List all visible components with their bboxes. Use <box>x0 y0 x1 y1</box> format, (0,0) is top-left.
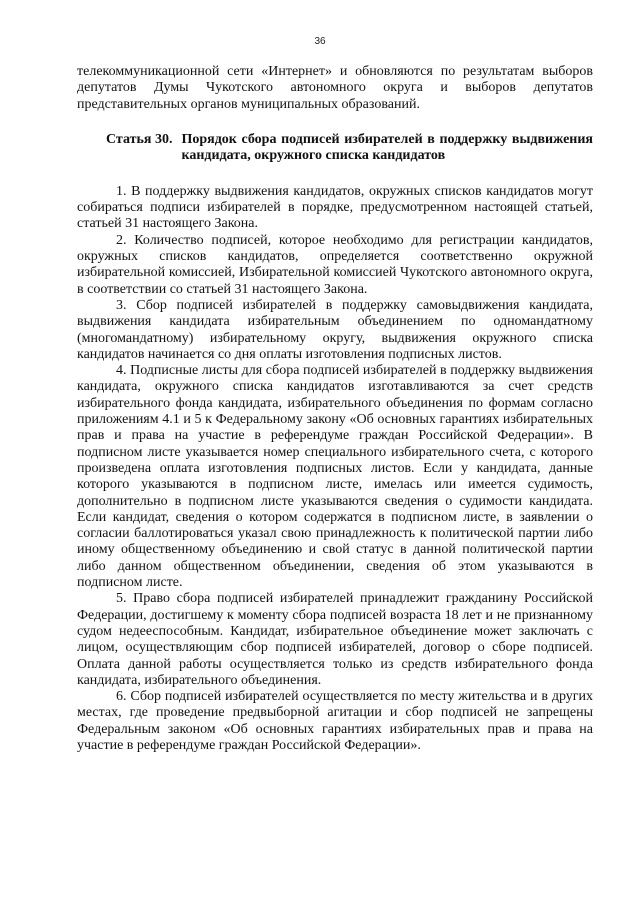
page-number: 36 <box>314 36 326 47</box>
article-title: Порядок сбора подписей избирателей в поддержку выдвижения кандидата, окружного списка кандидатов <box>181 131 593 164</box>
intro-paragraph: телекоммуникационной сети «Интернет» и обновляются по результатам выборов депутатов Думы Чукотского автономного округа и выборов депутатов представительных органов муниципальных образований. <box>77 64 593 112</box>
paragraph-2: 2. Количество подписей, которое необходимо для регистрации кандидатов, окружных списков кандидатов, определяется соответственно окружной избирательной комиссией, Избирательной комиссией Чукотского автономного округа, в соответствии со статьей 31 настоящего Закона. <box>77 232 593 297</box>
article-number: Статья 30. <box>106 131 173 147</box>
document-body <box>77 64 593 754</box>
paragraph-6: 6. Сбор подписей избирателей осуществляется по месту жительства и в других местах, где проведение предвыборной агитации и сбор подписей не запрещены Федеральным законом «Об основных гарантиях избирательных прав и права на участие в референдуме граждан Российской Федерации». <box>77 689 593 753</box>
paragraph-4: 4. Подписные листы для сбора подписей избирателей в поддержку выдвижения кандидата, окружного списка кандидатов изготавливаются за счет средств избирательного фонда кандидата, избирательного объединения по формам согласно приложениям 4.1 и 5 к Федеральному закону «Об основных гарантиях избирательных прав и права на участие в референдуме граждан Российской Федерации». В подписном листе указывается номер специального избирательного счета, с которого произведена оплата изготовления подписных листов. Если у кандидата, данные которого указываются в подписном листе, имелась или имеется судимость, дополнительно в подписном листе указываются сведения о судимости кандидата. Если кандидат, сведения о котором содержатся в подписном листе, в заявлении о согласии баллотироваться указал свою принадлежность к политической партии либо иному общественному объединению и свой статус в данной политической партии либо данном общественном объединении, сведения об этом указываются в подписном листе. <box>77 363 593 591</box>
paragraph-1: 1. В поддержку выдвижения кандидатов, окружных списков кандидатов могут собираться подписи избирателей в порядке, предусмотренном настоящей статьей, статьей 31 настоящего Закона. <box>77 183 593 232</box>
paragraph-5: 5. Право сбора подписей избирателей принадлежит гражданину Российской Федерации, достигшему к моменту сбора подписей возраста 18 лет и не признанному судом недееспособным. Кандидат, избирательное объединение может заключать с лицом, осуществляющим сбор подписей избирателей, договор о сборе подписей. Оплата данной работы осуществляется только из средств избирательного фонда кандидата, избирательного объединения. <box>77 591 593 688</box>
paragraph-3: 3. Сбор подписей избирателей в поддержку самовыдвижения кандидата, выдвижения кандидата избирательным объединением по одномандатному (многомандатному) избирательному округу, выдвижения окружного списка кандидатов начинается со дня оплаты изготовления подписных листов. <box>77 297 593 362</box>
article-heading <box>106 132 593 165</box>
